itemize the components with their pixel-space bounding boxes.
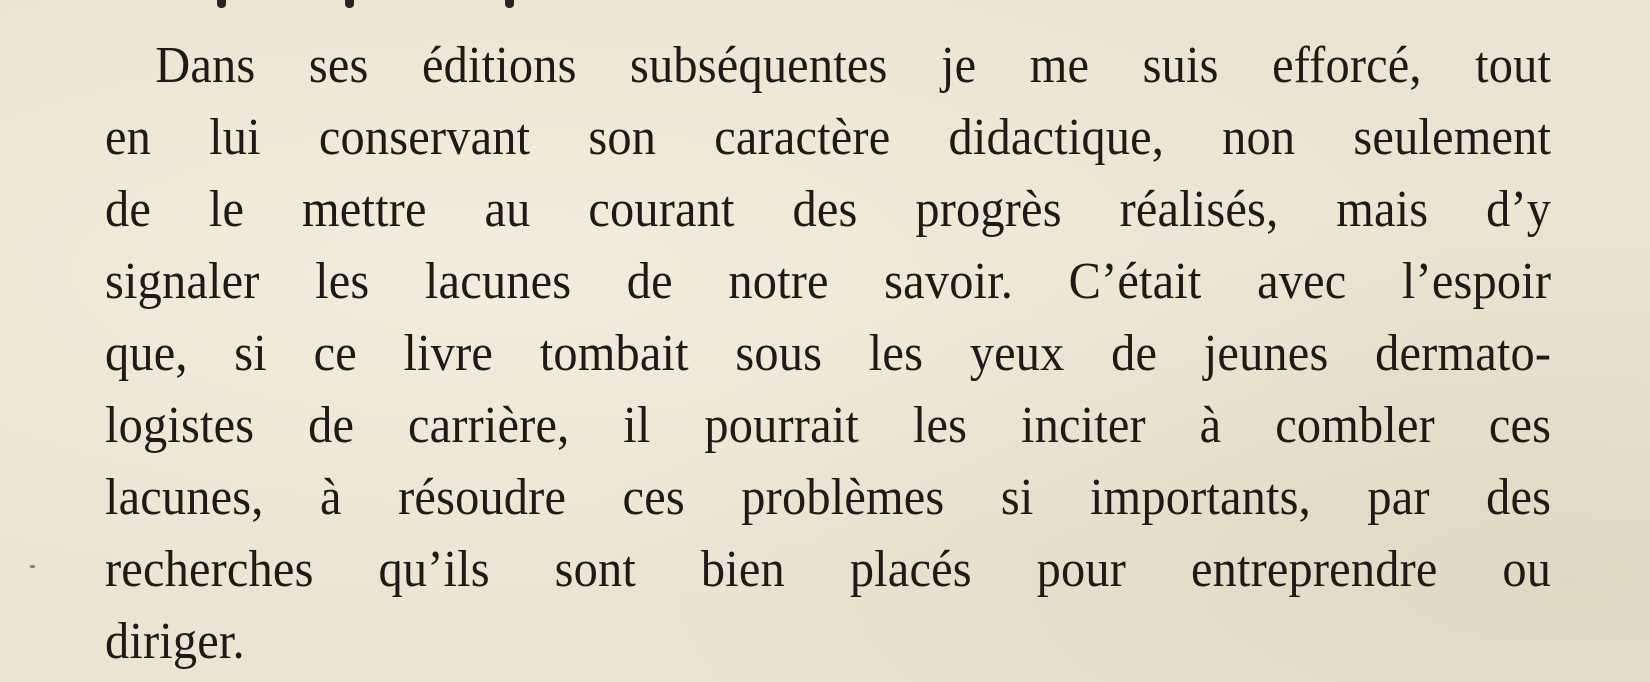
paragraph-line: de le mettre au courant des progrès réalisés, mais d’y (105, 181, 1552, 238)
cropped-glyph (345, 0, 354, 8)
paragraph-line: en lui conservant son caractère didactique, non seulement (105, 109, 1552, 166)
paper-speck (30, 565, 35, 568)
paragraph-line: diriger. (105, 613, 245, 670)
paragraph-line: signaler les lacunes de notre savoir. C’était avec l’espoir (105, 253, 1552, 310)
paragraph-line: logistes de carrière, il pourrait les inciter à combler ces (105, 397, 1552, 454)
cropped-glyph (505, 0, 514, 8)
paragraph (105, 30, 1550, 678)
cropped-glyph (217, 0, 226, 8)
paragraph-line: Dans ses éditions subséquentes je me suis efforcé, tout (155, 37, 1552, 94)
paragraph-line: recherches qu’ils sont bien placés pour entreprendre ou (105, 541, 1552, 598)
paragraph-line: que, si ce livre tombait sous les yeux de jeunes dermato- (105, 325, 1552, 382)
paragraph-line: lacunes, à résoudre ces problèmes si importants, par des (105, 469, 1552, 526)
cropped-previous-line (205, 0, 725, 8)
